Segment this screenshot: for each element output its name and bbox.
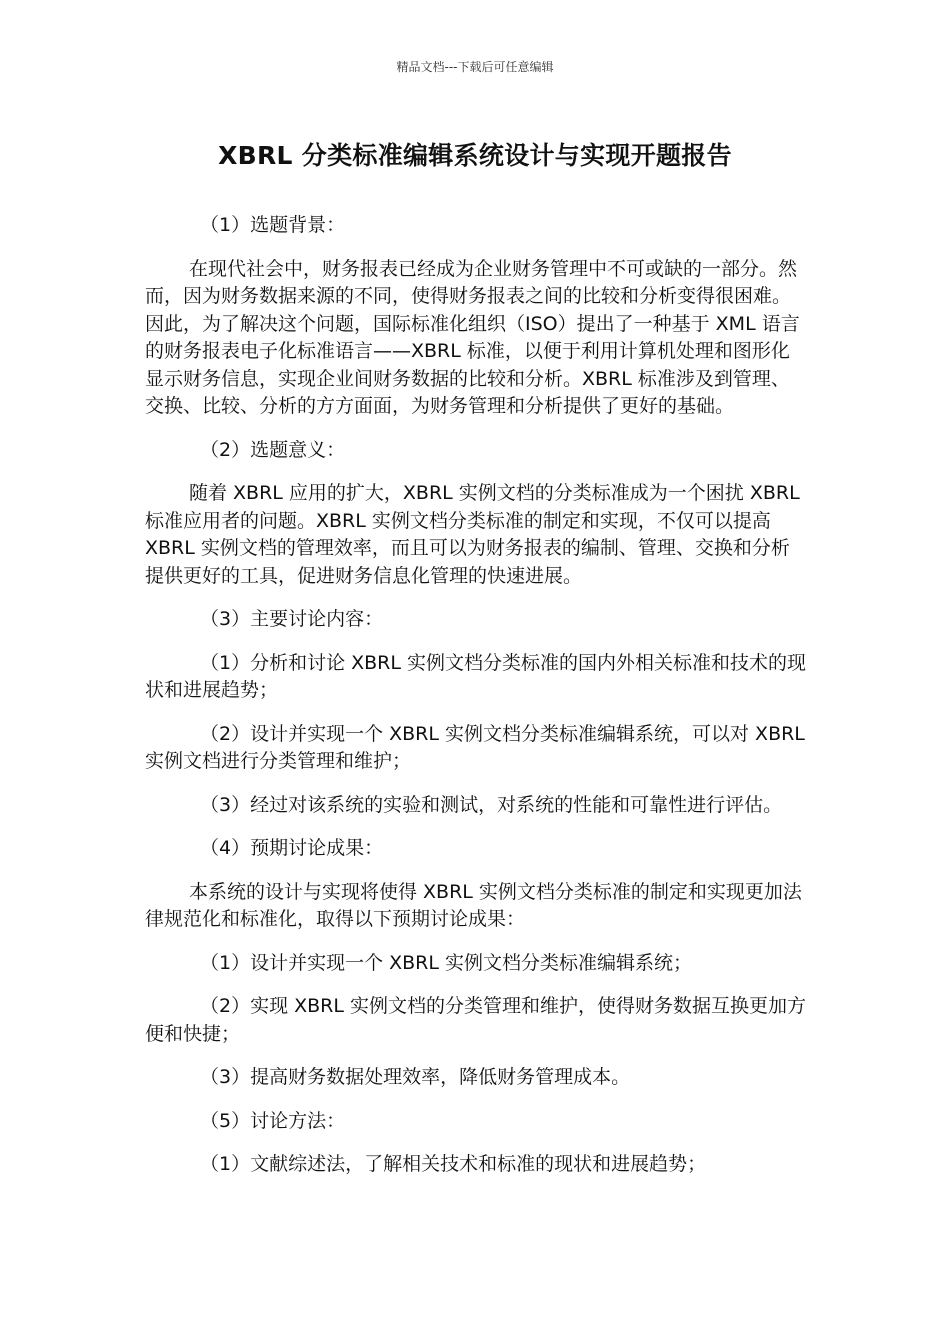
results-item-3: （3）提高财务数据处理效率，降低财务管理成本。 <box>200 1066 631 1088</box>
section-heading-significance: （2）选题意义： <box>200 438 346 461</box>
paragraph-significance: 随着 XBRL 应用的扩大，XBRL 实例文档的分类标准成为一个困扰 XBRL 标准应用者的问题。XBRL 实例文档分类标准的制定和实现，不仅可以提高 XBRL 实例文档的管理效率，而且可以为财务报表的编制、管理、交换和分析提供更好的工具，促进财务信息化管理的快速进展。 <box>145 482 800 587</box>
paragraph-expected-results: 本系统的设计与实现将使得 XBRL 实例文档分类标准的制定和实现更加法律规范化和标准化，取得以下预期讨论成果： <box>145 880 802 930</box>
document-title: XBRL 分类标准编辑系统设计与实现开题报告 <box>218 141 732 170</box>
document-body <box>145 212 807 1195</box>
methods-item-1: （1）文献综述法，了解相关技术和标准的现状和进展趋势； <box>200 1153 707 1175</box>
page-header-note: 精品文档---下载后可任意编辑 <box>396 60 554 74</box>
content-item-3: （3）经过对该系统的实验和测试，对系统的性能和可靠性进行评估。 <box>200 793 783 816</box>
results-item-2: （2）实现 XBRL 实例文档的分类管理和维护，使得财务数据互换更加方便和快捷； <box>145 995 807 1045</box>
content-item-2: （2）设计并实现一个 XBRL 实例文档分类标准编辑系统，可以对 XBRL 实例文档进行分类管理和维护； <box>145 722 805 772</box>
results-item-1: （1）设计并实现一个 XBRL 实例文档分类标准编辑系统； <box>200 951 693 974</box>
section-heading-background: （1）选题背景： <box>200 214 346 236</box>
paragraph-background: 在现代社会中，财务报表已经成为企业财务管理中不可或缺的一部分。然而，因为财务数据来源的不同，使得财务报表之间的比较和分析变得很困难。因此，为了解决这个问题，国际标准化组织（ISO）提出了一种基于 XML 语言的财务报表电子化标准语言——XBRL 标准，以便于利用计算机处理和图形化显示财务信息，实现企业间财务数据的比较和分析。XBRL 标准涉及到管理、交换、比较、分析的方方面面，为财务管理和分析提供了更好的基础。 <box>145 257 800 417</box>
section-heading-main-content: （3）主要讨论内容： <box>200 608 384 630</box>
content-item-1: （1）分析和讨论 XBRL 实例文档分类标准的国内外相关标准和技术的现状和进展趋势； <box>145 651 807 701</box>
section-heading-expected-results: （4）预期讨论成果： <box>200 837 384 859</box>
section-heading-methods: （5）讨论方法： <box>200 1109 346 1132</box>
